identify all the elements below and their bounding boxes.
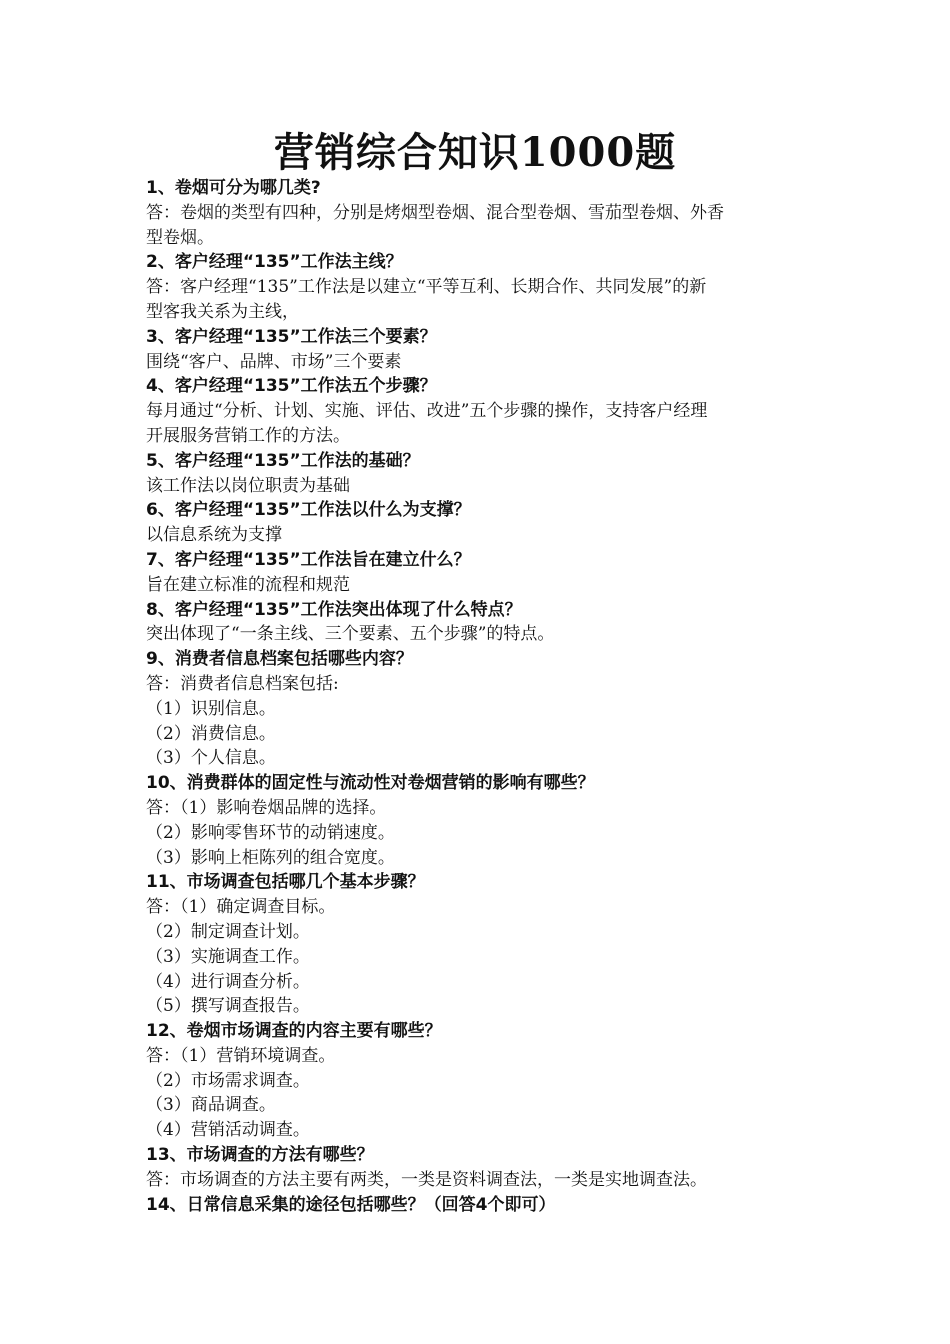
qa-item: [146, 176, 814, 250]
question-heading: 9、消费者信息档案包括哪些内容？: [146, 649, 413, 670]
answer-line: （3）影响上柜陈列的组合宽度。: [146, 847, 395, 868]
answer-line: 答：卷烟的类型有四种，分别是烤烟型卷烟、混合型卷烟、雪茄型卷烟、外香: [146, 202, 724, 223]
question-heading: 1、卷烟可分为哪几类?: [146, 178, 321, 198]
qa-item: [146, 1193, 814, 1218]
answer-line: 围绕“客户、品牌、市场”三个要素: [146, 351, 402, 372]
answer-line: 答：客户经理“135”工作法是以建立“平等互利、长期合作、共同发展”的新: [146, 277, 707, 298]
question-heading: 8、客户经理“135”工作法突出体现了什么特点？: [146, 599, 522, 620]
qa-item: [146, 870, 814, 1019]
qa-item: [146, 1019, 814, 1143]
question-heading: 10、消费群体的固定性与流动性对卷烟营销的影响有哪些？: [146, 773, 595, 794]
answer-line: 型客我关系为主线，: [146, 301, 299, 322]
question-heading: 5、客户经理“135”工作法的基础？: [146, 450, 420, 471]
answer-line: （3）个人信息。: [146, 748, 276, 769]
answer-line: 答：（1）确定调查目标。: [146, 897, 336, 918]
answer-line: （3）商品调查。: [146, 1095, 276, 1116]
qa-item: [146, 548, 814, 598]
qa-item: [146, 598, 814, 648]
answer-line: （4）进行调查分析。: [146, 971, 310, 992]
question-heading: 13、市场调查的方法有哪些？: [146, 1145, 374, 1166]
answer-line: 答：（1）影响卷烟品牌的选择。: [146, 797, 387, 818]
document-title: 营销综合知识1000题: [273, 129, 677, 176]
answer-line: 每月通过“分析、计划、实施、评估、改进”五个步骤的操作，支持客户经理: [146, 401, 708, 422]
qa-item: [146, 771, 814, 870]
answer-line: 答：消费者信息档案包括:: [146, 673, 339, 694]
answer-line: （2）制定调查计划。: [146, 921, 310, 942]
answer-line: （1）识别信息。: [146, 698, 276, 719]
answer-line: （2）市场需求调查。: [146, 1070, 310, 1091]
qa-item: [146, 325, 814, 375]
answer-line: （3）实施调查工作。: [146, 946, 310, 967]
question-heading: 2、客户经理“135”工作法主线？: [146, 252, 403, 273]
qa-item: [146, 250, 814, 324]
answer-line: 答：（1）营销环境调查。: [146, 1045, 336, 1066]
answer-line: 型卷烟。: [146, 227, 214, 248]
question-heading: 4、客户经理“135”工作法五个步骤？: [146, 376, 437, 397]
question-heading: 14、日常信息采集的途径包括哪些？（回答4个即可）: [146, 1194, 556, 1215]
qa-item: [146, 1143, 814, 1193]
qa-item: [146, 374, 814, 448]
answer-line: （2）消费信息。: [146, 723, 276, 744]
question-heading: 3、客户经理“135”工作法三个要素？: [146, 326, 437, 347]
question-heading: 6、客户经理“135”工作法以什么为支撑？: [146, 500, 471, 521]
qa-item: [146, 449, 814, 499]
answer-line: 以信息系统为支撑: [146, 525, 282, 546]
answer-line: （5）撰写调查报告。: [146, 996, 310, 1017]
question-heading: 7、客户经理“135”工作法旨在建立什么？: [146, 549, 471, 570]
question-heading: 12、卷烟市场调查的内容主要有哪些？: [146, 1021, 442, 1042]
qa-item: [146, 498, 814, 548]
answer-line: （4）营销活动调查。: [146, 1120, 310, 1141]
qa-item: [146, 647, 814, 771]
answer-line: 该工作法以岗位职责为基础: [146, 475, 350, 496]
qa-list: [146, 176, 814, 1217]
answer-line: 开展服务营销工作的方法。: [146, 425, 350, 446]
question-heading: 11、市场调查包括哪几个基本步骤？: [146, 872, 425, 893]
answer-line: 突出体现了“一条主线、三个要素、五个步骤”的特点。: [146, 624, 555, 645]
answer-line: （2）影响零售环节的动销速度。: [146, 822, 395, 843]
answer-line: 答：市场调查的方法主要有两类，一类是资料调查法，一类是实地调查法。: [146, 1169, 707, 1190]
answer-line: 旨在建立标准的流程和规范: [146, 574, 350, 595]
